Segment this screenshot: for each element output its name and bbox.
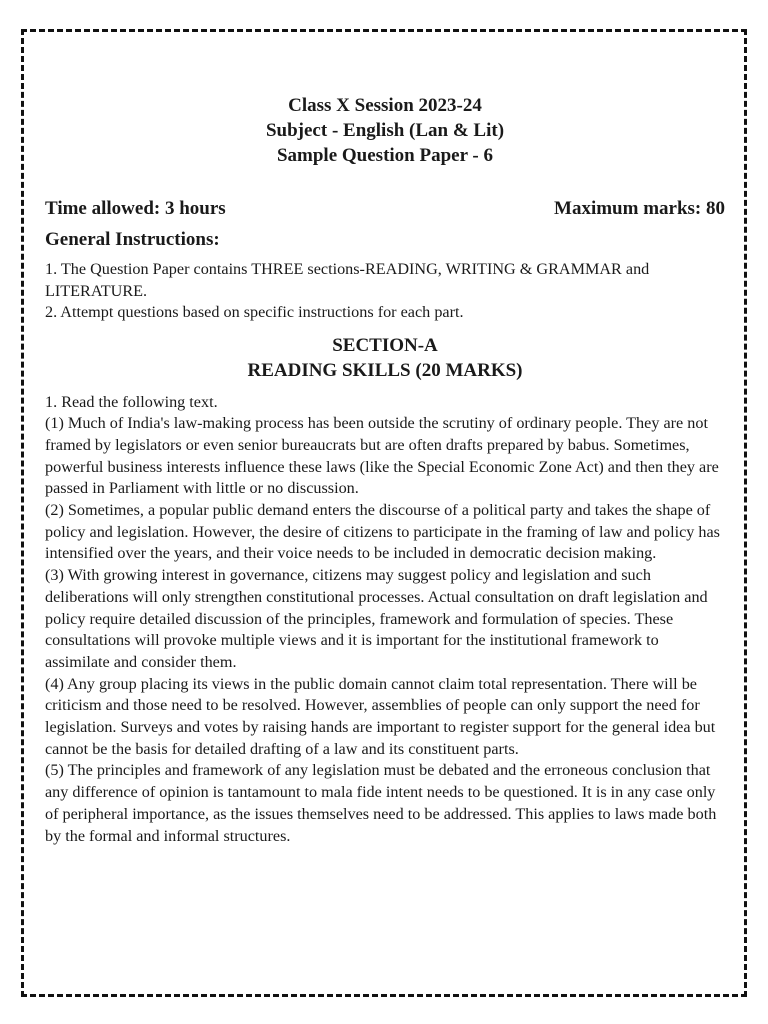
section-heading [45,333,725,383]
exam-meta [45,196,725,221]
instruction-item: 1. The Question Paper contains THREE sections-READING, WRITING & GRAMMAR and LITERATURE. [45,260,650,300]
passage-paragraph: (1) Much of India's law-making process has been outside the scrutiny of ordinary people. They are not framed by legislators or even senior bureaucrats but are often drafts prepared by babus. Sometimes, powerful business interests influence these laws (like the Special Economic Zone Act) and then they are passed in Parliament with little or no discussion. [45,414,719,498]
reading-passage [45,392,725,848]
general-instructions-heading: General Instructions: [45,229,220,250]
time-allowed: Time allowed: 3 hours [45,198,226,219]
maximum-marks: Maximum marks: 80 [554,198,725,219]
passage-paragraph: (3) With growing interest in governance, citizens may suggest policy and legislation and such deliberations will only strengthen constitutional processes. Actual consultation on draft legislation and policy require detailed discussion of the principles, framework and formulation of species. These consultations will provoke multiple views and it is important for the institutional framework to assimilate and consider them. [45,566,708,671]
question-paper [45,93,725,847]
question-intro: 1. Read the following text. [45,392,218,411]
section-subtitle: READING SKILLS (20 MARKS) [247,359,523,381]
general-instructions-list [45,259,725,324]
passage-paragraph: (5) The principles and framework of any legislation must be debated and the erroneous conclusion that any difference of opinion is tantamount to mala fide intent needs to be questioned. It is in any case only of peripheral importance, as the issues themselves need to be addressed. This applies to laws made both by the formal and informal structures. [45,761,717,845]
passage-paragraph: (4) Any group placing its views in the public domain cannot claim total representation. There will be criticism and those need to be resolved. However, assemblies of people can only support the need for legislation. Surveys and votes by raising hands are important to register support for the general idea but cannot be the basis for detailed drafting of a law and its constituent parts. [45,674,716,758]
passage-paragraph: (2) Sometimes, a popular public demand enters the discourse of a political party and takes the shape of policy and legislation. However, the desire of citizens to participate in the framing of law and policy has intensified over the years, and their voice needs to be included in democratic decision making. [45,501,720,563]
paper-title: Sample Question Paper - 6 [276,145,494,166]
subject-title: Subject - English (Lan & Lit) [265,120,505,141]
paper-header [45,93,725,168]
class-session-title: Class X Session 2023-24 [288,95,482,116]
section-title: SECTION-A [332,334,438,356]
instruction-item: 2. Attempt questions based on specific instructions for each part. [45,303,464,321]
